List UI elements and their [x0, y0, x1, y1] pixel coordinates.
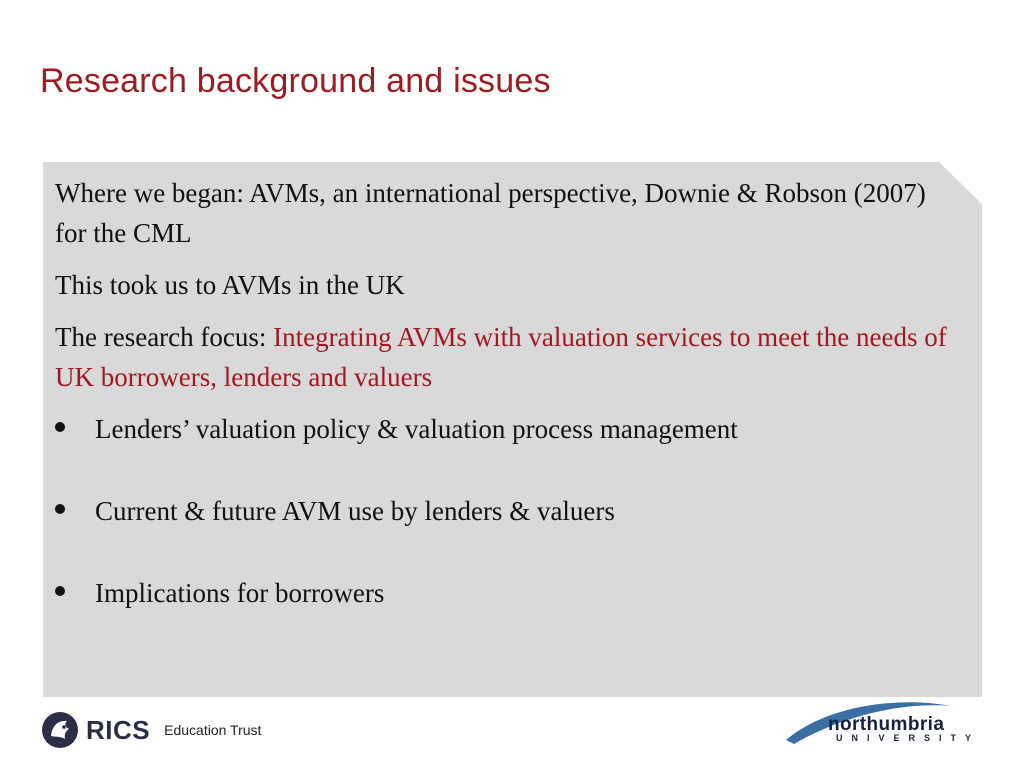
- paragraph-focus: [55, 317, 955, 397]
- northumbria-logo: [786, 696, 986, 748]
- paragraph-origin: Where we began: AVMs, an international perspective, Downie & Robson (2007) for the CML: [55, 178, 926, 248]
- list-item: [55, 409, 955, 449]
- bullet-text: Current & future AVM use by lenders & valuers: [95, 496, 615, 526]
- bullet-icon: [55, 586, 65, 596]
- paragraph-uk: This took us to AVMs in the UK: [55, 270, 405, 300]
- focus-label: The research focus:: [55, 322, 274, 352]
- bullet-icon: [55, 422, 65, 432]
- rics-lion-icon: [40, 710, 80, 750]
- rics-wordmark: RICS: [86, 714, 151, 745]
- bullet-text: Lenders’ valuation policy & valuation process management: [95, 414, 738, 444]
- rics-logo-block: [40, 708, 261, 752]
- northumbria-wordmark: northumbria: [828, 714, 945, 735]
- bullet-list: [55, 409, 955, 613]
- bullet-text: Implications for borrowers: [95, 578, 385, 608]
- slide-title: Research background and issues: [40, 62, 551, 100]
- content-body: [55, 173, 955, 655]
- list-item: [55, 573, 955, 613]
- bullet-icon: [55, 504, 65, 514]
- education-trust-label: Education Trust: [164, 722, 262, 738]
- focus-highlight: Integrating AVMs with valuation services to meet the needs of UK borrowers, lenders and valuers: [55, 322, 947, 392]
- university-wordmark: UNIVERSITY: [836, 733, 981, 743]
- list-item: [55, 491, 955, 531]
